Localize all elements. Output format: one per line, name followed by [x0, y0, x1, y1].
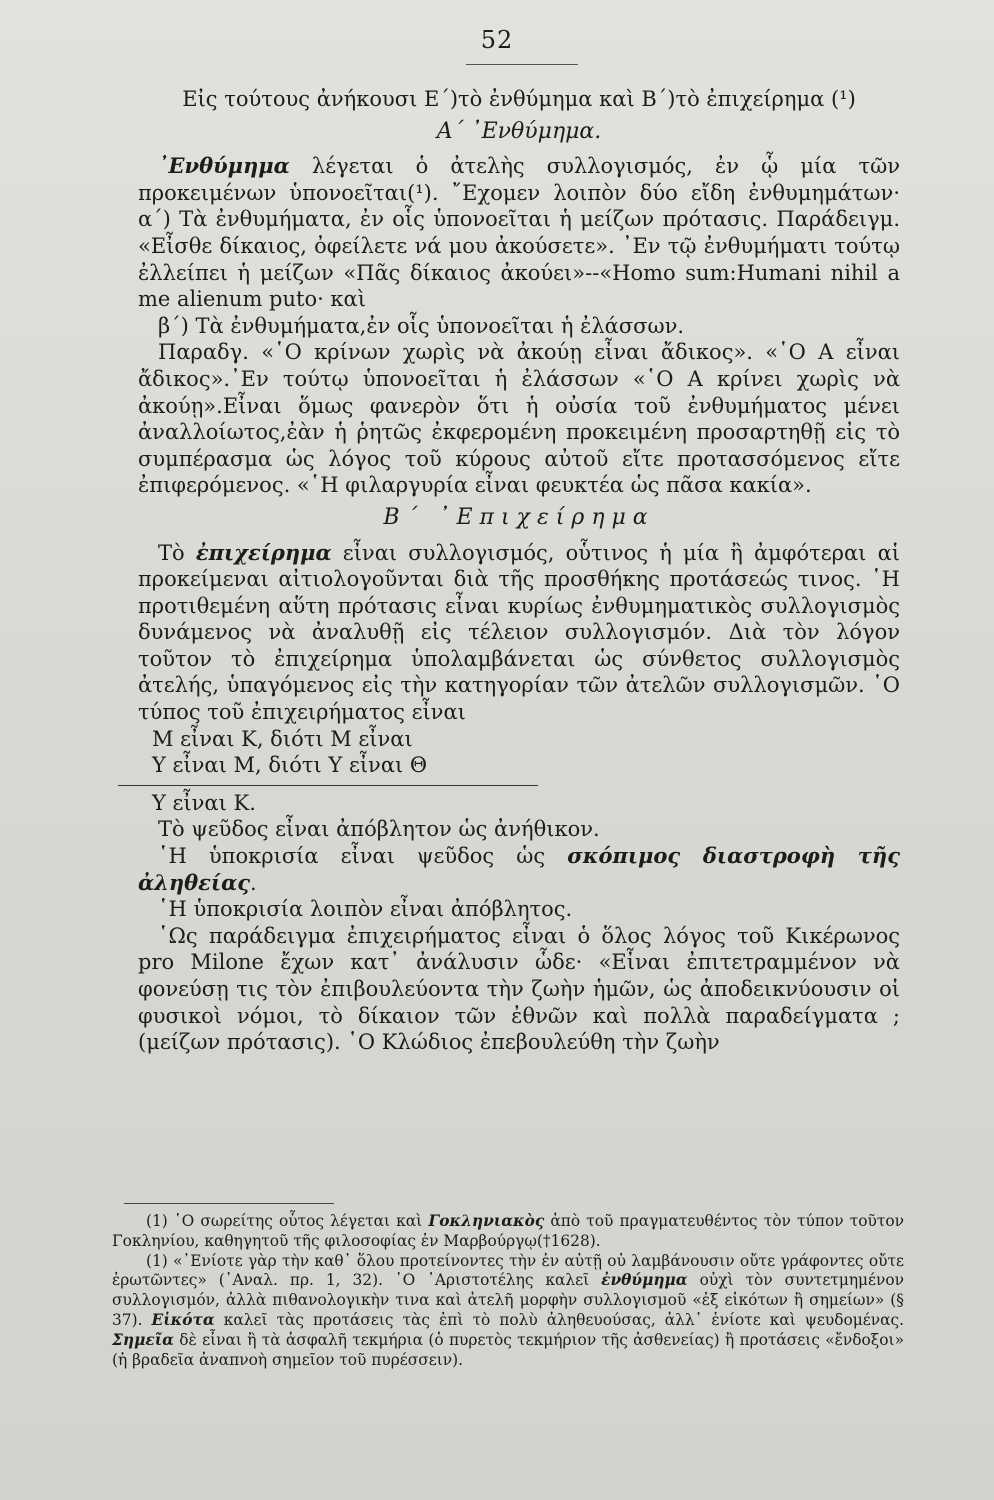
cicero-example: ῾Ως παράδειγμα ἐπιχειρήματος εἶναι ὁ ὅλος λόγος τοῦ Κικέρωνος pro Milone ἔχων κατ᾿ ἀνάλυσιν ὧδε· «Εἶναι ἐπιτετραμμένον νὰ φονεύσῃ τις τὸν ἐπιβουλεύοντα τὴν ζωὴν ἡμῶν, ὡς ἀποδεικνύουσιν οἱ φυσικοὶ νόμοι, τὸ δίκαιον τῶν ἐθνῶν καὶ πολλὰ παραδείγματα ; (μείζων πρότασις). ῾Ο Κλώδιος ἐπεβουλεύθη τὴν ζωὴν	[138, 923, 900, 1055]
footnote-2-bold-2: Εἰκότα	[151, 1310, 215, 1329]
syllogism-conclusion: Υ εἶναι Κ.	[152, 790, 256, 815]
epicheireme-definition	[138, 540, 900, 726]
footnote-2-c: καλεῖ τὰς προτάσεις τὰς ἐπὶ τὸ πολὺ ἀληθευούσας, ἀλλ᾿ ἐνίοτε καὶ ψευδομένας.	[214, 1310, 904, 1329]
epicheireme-term: ἐπιχείρημα	[195, 539, 332, 565]
epicheireme-definition-text: εἶναι συλλογισμός, οὗτινος ἡ μία ἢ ἀμφότεραι αἱ προκείμεναι αἰτιολογοῦνται διὰ τῆς προσθήκης προτάσεώς τινος. ῾Η προτιθεμένη αὕτη πρότασις εἶναι κυρίως ἐνθυμηματικὸς συλλογισμὸς δυνάμενος νὰ ἀναλυθῇ εἰς τέλειον συλλογισμόν. Διὰ τὸν λόγον τοῦτον τὸ ἐπιχείρημα ὑπολαμβάνεται ὡς σύνθετος συλλογισμὸς ἀτελής, ὑπαγόμενος εἰς τὴν κατηγορίαν τῶν ἀτελῶν συλλογισμῶν. ῾Ο τύπος τοῦ ἐπιχειρήματος εἶναι	[138, 540, 900, 725]
footnote-2-bold: ἐνθύμημα	[601, 1271, 688, 1290]
enthymeme-term: ᾿Ενθύμημα	[158, 153, 290, 179]
intro-line: Εἰς τούτους ἀνήκουσι Ε΄)τὸ ἐνθύμημα καὶ Β΄)τὸ ἐπιχείρημα (¹)	[182, 87, 856, 111]
epicheireme-prefix: Τὸ	[158, 540, 196, 565]
footnotes	[112, 1212, 904, 1370]
section-a-heading: Α΄ ᾿Ενθύμημα.	[436, 118, 602, 144]
example-premise-2-start: ῾Η ὑποκρισία εἶναι ψεῦδος ὡς	[158, 844, 568, 869]
enthymeme-definition	[138, 153, 900, 313]
syllogism-line-2: Υ εἶναι Μ, διότι Υ εἶναι Θ	[152, 753, 428, 778]
footnote-2-bold-3: Σημεῖα	[112, 1330, 174, 1349]
footnote-1-b: ἀπὸ τοῦ πραγματευθέντος τὸν τύπον τοῦτον Γοκληνίου, καθηγητοῦ τῆς φιλοσοφίας ἐν Μαρβούργῳ(†1628).	[112, 1212, 904, 1250]
footnote-2-b: οὐχὶ τὸν συντετμημένον συλλογισμόν, ἀλλὰ πιθανολογικὴν τινα καὶ ἀτελῆ μορφὴν συλλογισμοῦ «ἐξ εἰκότων ἢ σημείων» (§ 37).	[112, 1271, 904, 1329]
example-premise-2-bold: σκόπιμος διαστροφὴ τῆς ἀληθείας	[138, 843, 900, 895]
main-text	[138, 86, 900, 1056]
footnote-2	[112, 1252, 904, 1371]
footnote-2-a: (1) «᾿Ενίοτε γὰρ τὴν καθ᾿ ὅλου προτείνοντες τὴν ἐν αὐτῇ οὐ λαμβάνουσιν οὔτε γράφοντες οὔτε ἐρωτῶντες» (᾿Αναλ. πρ. 1, 32). ῾Ο ᾿Αριστοτέλης καλεῖ	[112, 1251, 904, 1290]
syllogism-rule	[118, 785, 538, 786]
example-conclusion: ῾Η ὑποκρισία λοιπὸν εἶναι ἀπόβλητος.	[158, 897, 573, 922]
enthymeme-example: Παραδγ. «῾Ο κρίνων χωρὶς νὰ ἀκούῃ εἶναι ἄδικος». «῾Ο Α εἶναι ἄδικος».᾿Εν τούτῳ ὑπονοεῖται ἡ ἐλάσσων «῾Ο Α κρίνει χωρὶς νὰ ἀκούῃ».Εἶναι ὅμως φανερὸν ὅτι ἡ οὐσία τοῦ ἐνθυμήματος μένει ἀναλλοίωτος,ἐὰν ἡ ῥητῶς ἐκφερομένη προκειμένη προσαρτηθῇ εἰς τὸ συμπέρασμα ὡς λόγος τοῦ κύρους αὐτοῦ εἴτε προτασσόμενος εἴτε ἐπιφερόμενος. «῾Η φιλαργυρία εἶναι φευκτέα ὡς πᾶσα κακία».	[138, 340, 900, 498]
section-b-heading: Β΄ ᾿Επιχείρημα	[383, 504, 655, 530]
example-premise-1: Τὸ ψεῦδος εἶναι ἀπόβλητον ὡς ἀνήθικον.	[158, 817, 600, 842]
syllogism-line-1: Μ εἶναι Κ, διότι Μ εἶναι	[152, 726, 413, 751]
example-premise-2	[138, 843, 900, 896]
header-rule	[466, 64, 578, 65]
footnote-1-bold: Γοκληνιακὸς	[428, 1212, 545, 1230]
footnote-1-a: (1) ῾Ο σωρείτης οὗτος λέγεται καὶ	[146, 1212, 429, 1230]
enthymeme-part-b: β΄) Τὰ ἐνθυμήματα,ἐν οἷς ὑπονοεῖται ἡ ἐλάσσων.	[158, 313, 685, 338]
footnote-rule	[124, 1203, 334, 1204]
page-number: 52	[480, 26, 514, 54]
enthymeme-definition-text: λέγεται ὁ ἀτελὴς συλλογισμός, ἐν ᾧ μία τῶν προκειμένων ὑπονοεῖται(¹). ῎Εχομεν λοιπὸν δύο εἴδη ἐνθυμημάτων· α΄) Τὰ ἐνθυμήματα, ἐν οἷς ὑπονοεῖται ἡ μείζων πρότασις. Παράδειγμ. «Εἶσθε δίκαιος, ὀφείλετε νά μου ἀκούσετε». ᾿Εν τῷ ἐνθυμήματι τούτῳ ἐλλείπει ἡ μείζων «Πᾶς δίκαιος ἀκούει»--«Homo sum:Humani nihil a me alienum puto· καὶ	[138, 154, 900, 312]
footnote-2-d: δὲ εἶναι ἢ τὰ ἀσφαλῆ τεκμήρια (ὁ πυρετὸς τεκμήριον τῆς ἀσθενείας) ἢ προτάσεις «ἔνδοξοι» (ἡ βραδεῖα ἀναπνοὴ σημεῖον τοῦ πυρέσσειν).	[112, 1330, 904, 1369]
footnote-1	[112, 1212, 904, 1252]
example-premise-2-end: .	[250, 870, 257, 895]
